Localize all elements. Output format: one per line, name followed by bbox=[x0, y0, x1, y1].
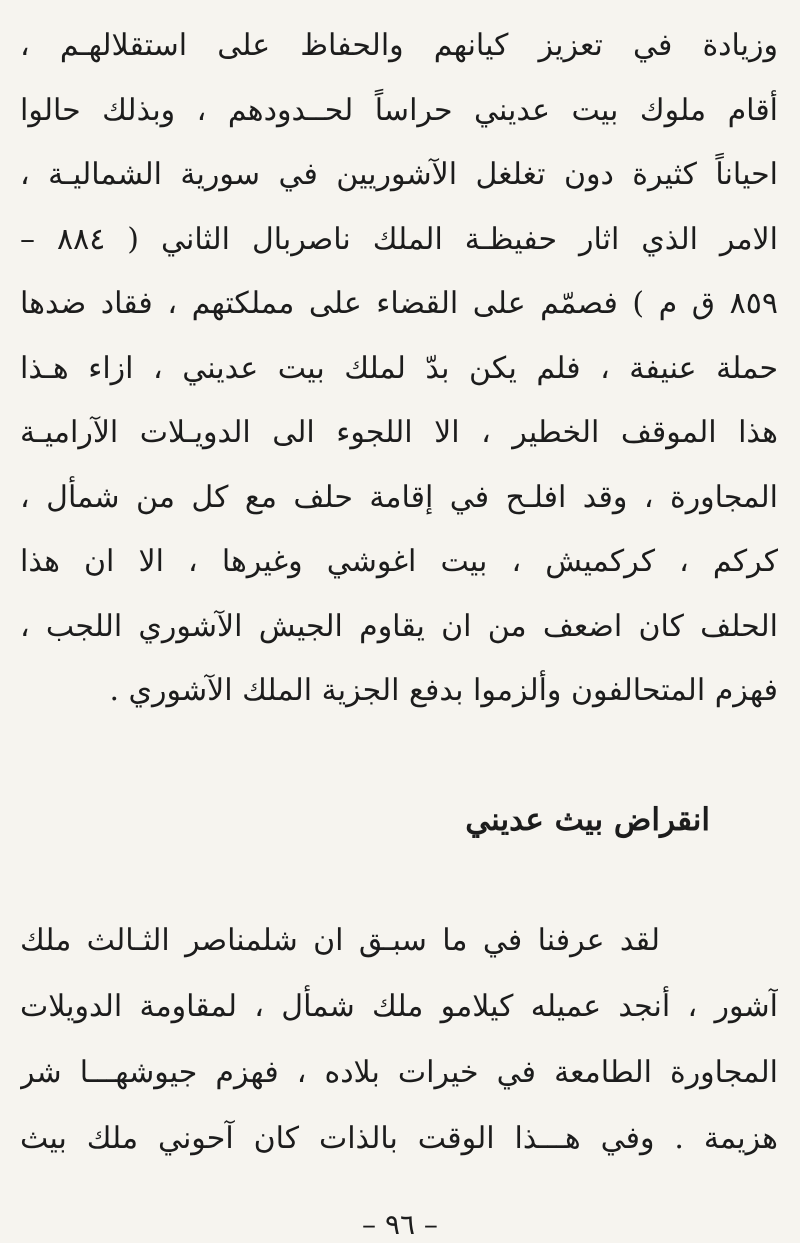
paragraph-2 bbox=[20, 908, 778, 1172]
text-line: حملة عنيفة ، فلم يكن بدّ لملك بيت عديني ، ازاء هـذا bbox=[20, 350, 778, 386]
text-line: المجاورة الطامعة في خيرات بلاده ، فهزم جيوشهـــا شر bbox=[20, 1055, 778, 1090]
text-line: ٨٥٩ ق م ) فصمّم على القضاء على مملكتهم ، فقاد ضدها bbox=[20, 286, 778, 321]
text-line: هزيمة . وفي هـــذا الوقت بالذات كان آحوني ملك بيث bbox=[20, 1121, 778, 1156]
text-line: أقام ملوك بيت عديني حراساً لحــدودهم ، وبذلك حالوا bbox=[20, 92, 778, 128]
text-line: آشور ، أنجد عميله كيلامو ملك شمأل ، لمقاومة الدويلات bbox=[20, 989, 778, 1024]
text-line: الحلف كان اضعف من ان يقاوم الجيش الآشوري اللجب ، bbox=[20, 608, 778, 644]
paragraph-1 bbox=[20, 14, 778, 724]
text-line: لقد عرفنا في ما سبـق ان شلمناصر الثـالث ملك bbox=[20, 923, 660, 958]
text-line: وزيادة في تعزيز كيانهم والحفاظ على استقلالهـم ، bbox=[20, 28, 778, 63]
page-number: – ٩٦ – bbox=[362, 1208, 438, 1241]
text-line: فهزم المتحالفون وألزموا بدفع الجزية الملك الآشوري . bbox=[109, 673, 778, 708]
text-line: كركم ، كركميش ، بيت اغوشي وغيرها ، الا ان هذا bbox=[20, 544, 778, 579]
text-line: المجاورة ، وقد افلـح في إقامة حلف مع كل من شمأل ، bbox=[20, 479, 778, 515]
text-line: احياناً كثيرة دون تغلغل الآشوريين في سورية الشماليـة ، bbox=[20, 157, 778, 192]
section-heading: انقراض بيث عديني bbox=[465, 802, 710, 838]
text-line: هذا الموقف الخطير ، الا اللجوء الى الدويـلات الآراميـة bbox=[20, 415, 778, 450]
text-line: الامر الذي اثار حفيظـة الملك ناصربال الثاني ( ٨٨٤ – bbox=[20, 221, 778, 257]
